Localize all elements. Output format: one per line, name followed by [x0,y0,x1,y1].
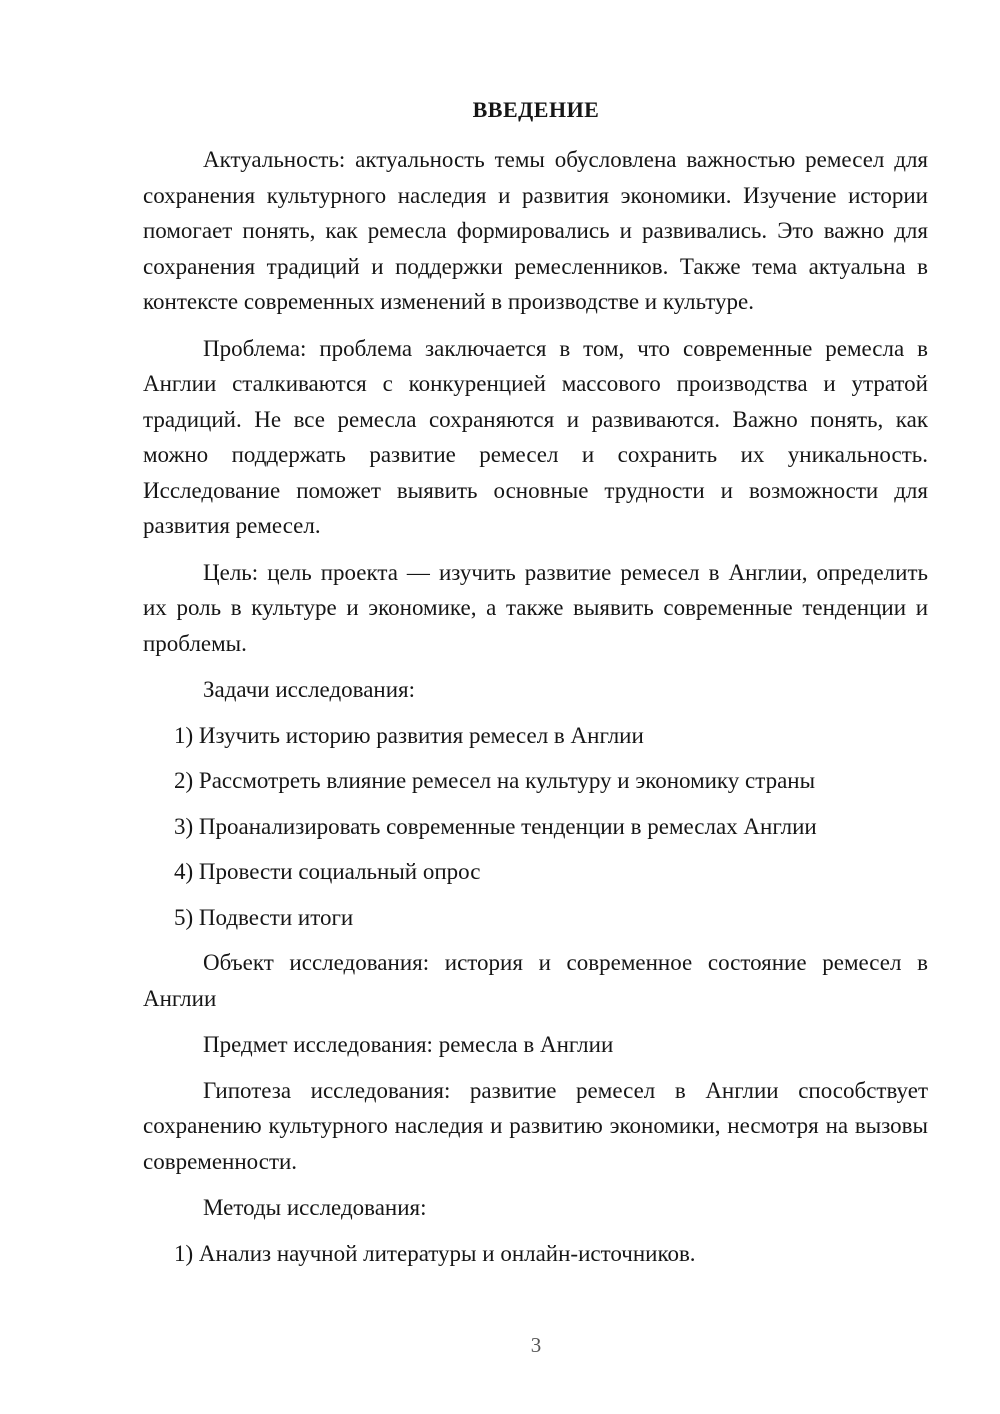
paragraph-problem: Проблема: проблема заключается в том, что современные ремесла в Англии сталкиваются с конкуренцией массового производства и утратой традиций. Не все ремесла сохраняются и развиваются. Важно понять, как можно поддержать развитие ремесел и сохранить их уникальность. Исследование поможет выявить основные трудности и возможности для развития ремесел. [143,335,928,538]
tasks-heading: Задачи исследования: [203,677,416,702]
paragraph-hypothesis: Гипотеза исследования: развитие ремесел в Англии способствует сохранению культурного наследия и развитию экономики, несмотря на вызовы современности. [143,1077,928,1174]
paragraph-object: Объект исследования: история и современное состояние ремесел в Англии [143,950,928,1011]
task-list-item: 4) Провести социальный опрос [174,859,481,884]
task-list-item: 2) Рассмотреть влияние ремесел на культуру и экономику страны [174,768,816,793]
task-list-item: 1) Изучить историю развития ремесел в Англии [174,722,644,748]
task-list-item: 3) Проанализировать современные тенденции в ремеслах Англии [174,813,817,839]
task-list-item: 5) Подвести итоги [174,904,354,930]
document-body [143,142,928,1281]
paragraph-goal: Цель: цель проекта — изучить развитие ремесел в Англии, определить их роль в культуре и экономике, а также выявить современные тенденции и проблемы. [143,559,928,656]
paragraph-relevance: Актуальность: актуальность темы обусловлена важностью ремесел для сохранения культурного наследия и развития экономики. Изучение истории помогает понять, как ремесла формировались и развивались. Это важно для сохранения традиций и поддержки ремесленников. Также тема актуальна в контексте современных изменений в производстве и культуре. [143,147,928,314]
page-title: ВВЕДЕНИЕ [472,97,600,122]
paragraph-subject: Предмет исследования: ремесла в Англии [203,1032,614,1057]
method-list-item: 1) Анализ научной литературы и онлайн-источников. [174,1240,696,1266]
methods-heading: Методы исследования: [203,1195,427,1220]
page-number: 3 [530,1333,542,1357]
